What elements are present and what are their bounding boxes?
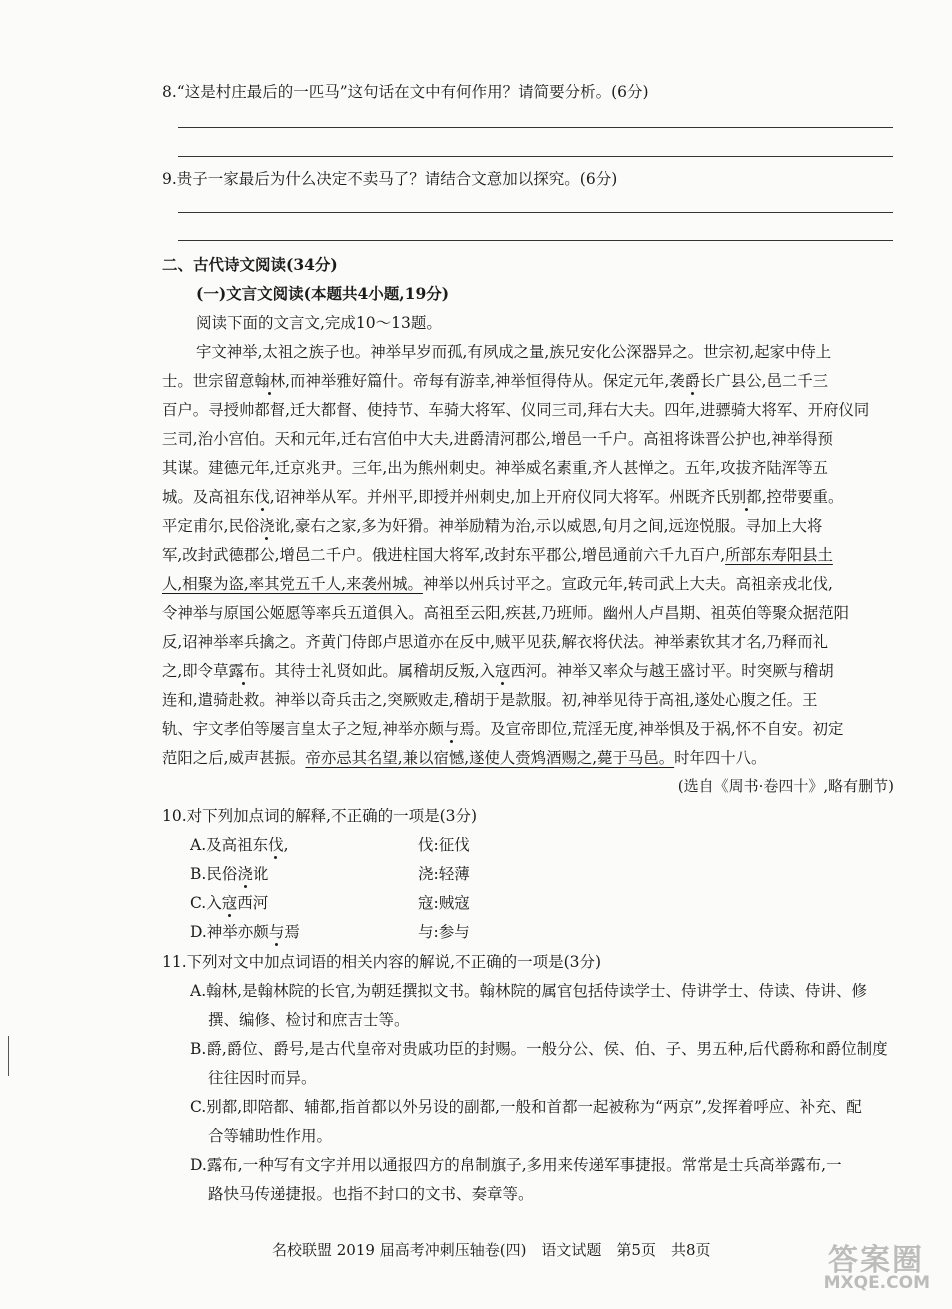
watermark-url: MXQE.COM [823,1273,930,1293]
watermark-logo [812,1235,930,1293]
option-text: 西河 [237,894,269,912]
q11-option-b-line2: 往往因时而异。 [208,1069,317,1087]
passage-line: 三司,治小宫伯。天和元年,迁右宫伯中大夫,进爵清河郡公,增邑一千户。高祖将诛晋公护也,神举得预 [162,430,833,448]
passage-line [162,572,833,594]
q11-option-b-line1: B.爵,爵位、爵号,是古代皇帝对贵戚功臣的封赐。一般分公、侯、伯、子、男五种,后代爵称和爵位制度 [190,1040,888,1058]
q11-option-c-line2: 合等辅助性作用。 [208,1127,333,1145]
option-text: C.入 [190,894,222,912]
q11-option-c-line1: C.别都,即陪都、辅都,指首都以外另设的副都,一般和首都一起被称为“两京”,发挥着呼应、补充、配 [190,1098,862,1116]
passage-text: 时年四十八。 [674,749,767,767]
passage-line [162,746,766,768]
dotted-word-yu: 与 [443,720,460,738]
option-text: , [283,836,289,854]
answer-line [178,212,893,213]
passage-line: 反,诏神举率兵擒之。齐黄门侍郎卢思道亦在反中,贼平见获,解衣将伏法。神举素钦其才名,乃释而礼 [162,633,828,651]
option-text: A.及高祖东 [190,836,269,854]
passage-text: 长广县公,邑二千三 [700,372,829,390]
passage-line [162,659,834,681]
passage-line: 令神举与原国公姬愿等率兵五道俱入。高祖至云阳,疾甚,乃班师。幽州人卢昌期、祖英伯等聚众据范阳 [162,604,849,622]
q11-option-a-line2: 撰、编修、检讨和庶吉士等。 [208,1011,410,1029]
passage-line [162,717,843,739]
option-text: B.民俗 [190,865,238,883]
passage-text: 平定甫尔,民俗 [162,517,260,535]
passage-text: 神举以州兵讨平之。宣政元年,转司武上大夫。高祖亲戎北伐, [422,575,833,593]
passage-text: 焉。及宣帝即位,荒淫无度,神举惧及于祸,怀不自安。初定 [459,720,844,738]
underlined-sentence: 帝亦忌其名望,兼以宿憾,遂使人赍鸩酒赐之,薨于马邑。 [305,749,675,767]
passage-text: 之,即令草 [162,662,229,680]
q11-option-a-line1: A.翰林,是翰林院的长官,为朝廷撰拟文书。翰林院的属官包括侍读学士、侍讲学士、侍读、侍讲、修 [190,982,867,1000]
passage-text: ,而神举雅好篇什。帝每有游幸,神举恒得侍从。保定元年,袭 [285,372,685,390]
question-11: 11.下列对文中加点词语的相关内容的解说,不正确的一项是(3分) [162,953,602,971]
dotted-word-fa: 伐 [254,488,270,506]
q10-option-d [190,920,470,942]
passage-text: 城。及高祖东 [162,488,255,506]
question-9: 9.贵子一家最后为什么决定不卖马了？请结合文意加以探究。(6分) [162,170,618,188]
dotted-word: 浇 [237,865,253,883]
watermark-text: 答案圈 [828,1243,924,1278]
dotted-word-lubu: 露布 [228,662,260,680]
scan-margin-mark [8,1036,9,1076]
passage-line [162,485,843,507]
dotted-word-jiao: 浇 [259,517,275,535]
passage-text: 。其待士礼贤如此。属稽胡反叛,入 [259,662,496,680]
option-text: 焉 [284,923,300,941]
passage-line: 连和,遣骑赴救。神举以奇兵击之,突厥败走,稽胡于是款服。初,神举见待于高祖,遂处心腹之任。王 [162,691,818,709]
passage-line: 其谋。建德元年,迁京兆尹。三年,出为熊州刺史。神举威名素重,齐人甚惮之。五年,攻拔齐陆浑等五 [162,459,828,477]
passage-source: (选自《周书·卷四十》,略有删节) [677,777,894,795]
question-10: 10.对下列加点词的解释,不正确的一项是(3分) [162,807,478,825]
passage-text: 范阳之后,威声甚振。 [162,749,306,767]
subsection-title: (一)文言文阅读(本题共4小题,19分) [196,284,450,303]
underlined-sentence: 所部东寿阳县土 [725,546,833,564]
option-gloss: 与:参与 [418,923,470,941]
dotted-word: 与 [268,923,285,941]
option-gloss: 伐:征伐 [418,836,470,854]
reading-instruction: 阅读下面的文言文,完成10～13题。 [196,314,442,332]
underlined-sentence: 人,相聚为盗,率其党五千人,来袭州城。 [162,575,423,593]
passage-line [162,543,833,565]
passage-text: 士。世宗留意 [162,372,255,390]
passage-text: 轨、宇文孝伯等屡言皇太子之短,神举亦颇 [162,720,444,738]
dotted-word-kou: 寇 [495,662,511,680]
dotted-word: 伐 [268,836,284,854]
question-8: 8.“这是村庄最后的一匹马”这句话在文中有何作用？请简要分析。(6分) [162,83,649,101]
passage-text: ,控带要重。 [761,488,844,506]
answer-line [178,156,893,157]
q10-option-b [190,862,470,884]
q11-option-d-line1: D.露布,一种写有文字并用以通报四方的帛制旗子,多用来传递军事捷报。常常是士兵高举露布,一 [190,1156,842,1174]
section-title: 二、古代诗文阅读(34分) [162,255,338,274]
passage-text: ,诏神举从军。并州平,即授并州刺史,加上开府仪同大将军。州既齐氏 [269,488,731,506]
dotted-word-hanlin: 翰林 [254,372,286,390]
passage-line: 宇文神举,太祖之族子也。神举早岁而孤,有夙成之量,族兄安化公深器异之。世宗初,起家中侍上 [196,343,832,361]
dotted-word-jue: 爵 [684,372,701,390]
q10-option-c [190,891,470,913]
passage-text: 西河。神举又率众与越王盛讨平。时突厥与稽胡 [510,662,834,680]
option-text: 讹 [252,865,269,883]
option-gloss: 寇:贼寇 [418,894,470,912]
q11-option-d-line2: 路快马传递捷报。也指不封口的文书、奏章等。 [208,1185,534,1203]
dotted-word-biedu: 别都 [730,488,762,506]
passage-line: 百户。寻授帅都督,迁大都督、使持节、车骑大将军、仪同三司,拜右大夫。四年,进骠骑大将军、开府仪同 [162,401,870,419]
passage-line [162,514,822,536]
answer-line [178,127,893,128]
passage-text: 讹,豪右之家,多为奸猾。神举励精为治,示以威恩,旬月之间,远迩悦服。寻加上大将 [274,517,823,535]
passage-text: 军,改封武德郡公,增邑二千户。俄进柱国大将军,改封东平郡公,增邑通前六千九百户, [162,546,726,564]
dotted-word: 寇 [221,894,238,912]
q10-option-a [190,833,470,855]
option-gloss: 浇:轻薄 [418,865,470,883]
passage-line [162,369,828,391]
page-footer: 名校联盟 2019 届高考冲刺压轴卷(四) 语文试题 第5页 共8页 [272,1241,711,1259]
option-text: D.神举亦颇 [190,923,269,941]
answer-line [178,240,893,241]
